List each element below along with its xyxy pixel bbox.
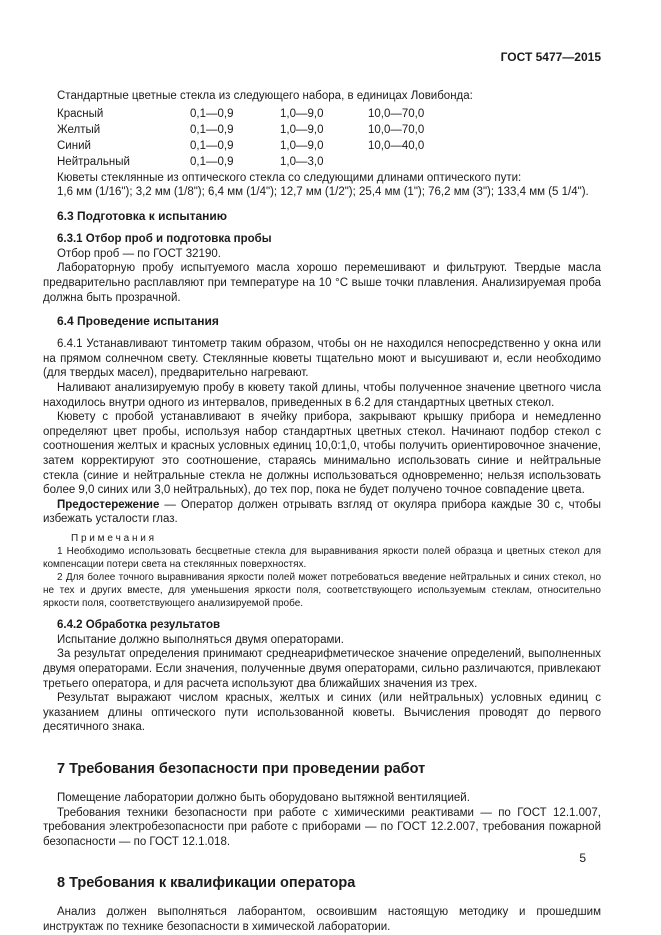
paragraph: Испытание должно выполняться двумя операторами. [57,633,344,646]
paragraph: Наливают анализируемую пробу в кювету такой длины, чтобы полученное значение цветного числа находилось внутри одного из интервалов, приведенных в 6.2 для стандартных цветных стекол. [43,381,601,409]
paragraph: Отбор проб — по ГОСТ 32190. [57,247,221,260]
range-cell: 10,0—70,0 [368,123,425,136]
cuvettes-list-paragraph: 1,6 мм (1/16"); 3,2 мм (1/8"); 6,4 мм (1/4"); 12,7 мм (1/2"); 25,4 мм (1"); 76,2 мм (3"); 133,4 мм (5 1/4"). [57,186,589,199]
range-cell: 10,0—40,0 [368,139,425,152]
range-cell: 1,0—3,0 [280,155,324,168]
standard-number: ГОСТ 5477—2015 [500,50,601,64]
document-header [43,50,601,64]
paragraph: Анализ должен выполняться лаборантом, освоившим настоящую методику и прошедшим инструктаж по технике безопасности в химической лаборатории. [43,906,601,933]
section-6-3-heading: 6.3 Подготовка к испытанию [57,208,228,223]
range-cell: 1,0—9,0 [280,107,324,120]
section-6-4-2-heading: 6.4.2 Обработка результатов [57,618,221,631]
paragraph: 6.4.1 Устанавливают тинтометр таким образом, чтобы он не находился непосредственно у окна или на прямом солнечном свету. Стеклянные кюветы тщательно моют и высушивают и, если необходимо (для твердых масел), предварительно нагревают. [43,338,601,380]
paragraph: Помещение лаборатории должно быть оборудовано вытяжной вентиляцией. [57,792,470,805]
range-cell: 0,1—0,9 [190,155,234,168]
warning-paragraph [43,498,601,527]
notes-label: П р и м е ч а н и я [71,532,155,544]
section-7-heading: 7 Требования безопасности при проведении работ [57,761,426,778]
paragraph: Кювету с пробой устанавливают в ячейку прибора, закрывают крышку прибора и немедленно определяют цвет пробы, используя набор стандартных цветных стекол. Начинают подбор стекол с соотношения желтых и красных условных единиц 10,0:1,0, чтобы получить ориентировочное значение, затем корректируют это соотношение, стараясь минимально использовать синие и нейтральные стекла (синие и нейтральные стекла не должны использоваться одновременно; нельзя использовать более 9,0 синих или 3,0 нейтральных), до тех пор, пока не будет получено точное совпадение цвета. [43,411,601,497]
note-item: 1 Необходимо использовать бесцветные стекла для выравнивания яркости полей образца и цветных стекол для компенсации потери света на стеклянных поверхностях. [43,545,601,570]
paragraph: За результат определения принимают среднеарифметическое значение определений, выполненных двумя операторами. Если значения, полученные двумя операторами, сильно различаются, привлекают третьего оператора, и для расчета используют два ближайших значения из трех. [43,648,601,690]
color-glasses-table [43,106,601,170]
intro-lead-paragraph: Стандартные цветные стекла из следующего набора, в единицах Ловибонда: [57,90,473,102]
table-row [43,122,601,138]
section-6-3-1-heading: 6.3.1 Отбор проб и подготовка пробы [57,232,272,245]
glass-color-name: Нейтральный [57,155,130,168]
glass-color-name: Желтый [57,123,101,136]
range-cell: 0,1—0,9 [190,107,234,120]
range-cell: 10,0—70,0 [368,107,425,120]
section-6-4-heading: 6.4 Проведение испытания [57,314,219,329]
paragraph: Лабораторную пробу испытуемого масла хорошо перемешивают и фильтруют. Твердые масла предварительно расплавляют при температуре на 10 °С выше точки плавления. Анализируемая проба должна быть прозрачной. [43,262,601,304]
table-row [43,154,601,170]
glass-color-name: Красный [57,107,104,120]
glass-color-name: Синий [57,139,91,152]
table-row [43,138,601,154]
range-cell: 1,0—9,0 [280,123,324,136]
cuvettes-lead-paragraph: Кюветы стеклянные из оптического стекла со следующими длинами оптического пути: [57,171,522,184]
notes-block [43,532,601,610]
page-number: 5 [579,851,586,865]
range-cell: 0,1—0,9 [190,123,234,136]
range-cell: 1,0—9,0 [280,139,324,152]
note-item: 2 Для более точного выравнивания яркости полей может потребоваться введение нейтральных и синих стекол, но не тех и других вместе, для уменьшения яркости поля, соответствующего используемым стеклам, относительно яркости поля, соответствующего анализируемой пробе. [43,571,601,609]
section-8-heading: 8 Требования к квалификации оператора [57,875,356,892]
warning-text: — Оператор должен отрывать взгляд от окуляра прибора каждые 30 с, чтобы избежать усталости глаз. [43,498,601,526]
paragraph: Требования техники безопасности при работе с химическими реактивами — по ГОСТ 12.1.007, требования электробезопасности при работе с приборами — по ГОСТ 12.2.007, требования пожарной безопасности — по ГОСТ 12.1.018. [43,806,601,848]
range-cell: 0,1—0,9 [190,139,234,152]
table-row [43,106,601,122]
range-cell [368,154,601,170]
warning-label: Предостережение [57,498,160,511]
paragraph: Результат выражают числом красных, желтых и синих (или нейтральных) условных единиц с указанием длины оптического пути использованной кюветы. Вычисления проводят до первого десятичного знака. [43,692,601,734]
